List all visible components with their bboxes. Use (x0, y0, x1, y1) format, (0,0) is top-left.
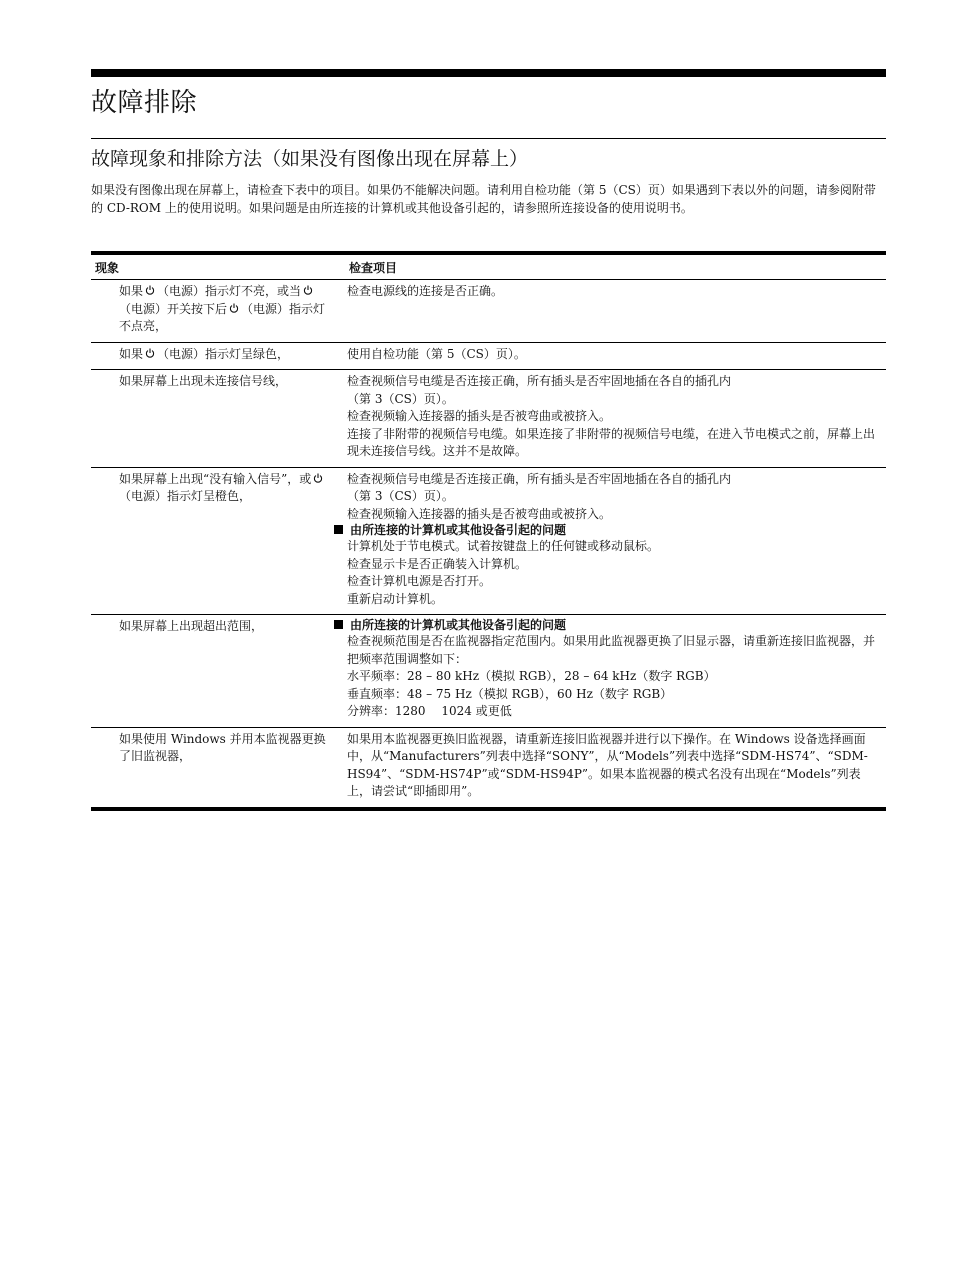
symptom-cell (91, 343, 339, 370)
power-icon (303, 285, 313, 296)
header-check: 检查项目 (349, 260, 398, 275)
table-row (91, 280, 886, 343)
check-item: 检查显示卡是否正确装入计算机。 (347, 556, 528, 571)
table-header (91, 255, 886, 280)
check-item: 检查电源线的连接是否正确。 (347, 284, 504, 298)
note-text: 由所连接的计算机或其他设备引起的问题 (350, 523, 567, 537)
power-icon (229, 303, 239, 314)
check-item: 检查视频信号电缆是否连接正确，所有插头是否牢固地插在各自的插孔内 (347, 471, 732, 486)
symptom-text: 如果屏幕上出现“没有输入信号”，或 (119, 471, 312, 486)
symptom-cell (91, 280, 339, 342)
section-rule (91, 138, 886, 139)
page-title: 故障排除 (91, 88, 198, 118)
check-item: 检查视频输入连接器的插头是否被弯曲或被挤入。 (347, 506, 612, 521)
check-item: 检查计算机电源是否打开。 (347, 574, 492, 588)
check-item: 重新启动计算机。 (347, 591, 444, 606)
square-bullet-icon (334, 620, 343, 629)
symptom-text: 如果 (119, 284, 144, 298)
check-item: （第 3（CS）页）。 (347, 391, 454, 406)
table-row (91, 468, 886, 616)
section-title: 故障现象和排除方法（如果没有图像出现在屏幕上） (91, 148, 529, 170)
symptom-text: 如果 (119, 346, 144, 361)
symptom-text: （电源）指示灯不点亮， (119, 301, 326, 333)
note-heading (334, 618, 878, 633)
title-bar-rule (91, 69, 886, 77)
square-bullet-icon (334, 525, 343, 534)
check-cell (339, 728, 886, 807)
check-item: 水平频率：28 – 80 kHz（模拟 RGB），28 – 64 kHz（数字 RGB） (347, 669, 716, 683)
check-item: 检查视频输入连接器的插头是否被弯曲或被挤入。 (347, 409, 612, 423)
table-row (91, 615, 886, 728)
power-icon (313, 473, 323, 484)
check-cell (339, 343, 886, 370)
header-symptom: 现象 (95, 260, 120, 275)
power-icon (145, 285, 155, 296)
intro-paragraph: 如果没有图像出现在屏幕上，请检查下表中的项目。如果仍不能解决问题。请利用自检功能（第 5（CS）页）如果遇到下表以外的问题，请参阅附带的 CD-ROM 上的使用说明。如果问题是由所连接的计算机或其他设备引起的，请参照所连接设备的使用说明书。 (91, 183, 876, 215)
power-icon (145, 348, 155, 359)
check-item: 垂直频率：48 – 75 Hz（模拟 RGB），60 Hz（数字 RGB） (347, 686, 673, 701)
check-item: 计算机处于节电模式。试着按键盘上的任何键或移动鼠标。 (347, 539, 660, 553)
symptom-text: 如果使用 Windows 并用本监视器更换了旧监视器， (119, 731, 326, 763)
check-item: 连接了非附带的视频信号电缆。如果连接了非附带的视频信号电缆，在进入节电模式之前，屏幕上出现未连接信号线。这并不是故障。 (347, 426, 876, 458)
symptom-cell (91, 728, 339, 807)
symptom-cell (91, 370, 339, 467)
note-heading (334, 523, 878, 538)
check-cell (339, 615, 886, 727)
check-item: （第 3（CS）页）。 (347, 489, 454, 503)
check-item: 分辨率：1280 1024 或更低 (347, 704, 512, 718)
symptom-text: 如果屏幕上出现未连接信号线， (119, 374, 288, 388)
troubleshooting-table (91, 251, 886, 811)
check-cell (339, 370, 886, 467)
symptom-cell (91, 468, 339, 615)
check-item: 如果用本监视器更换旧监视器，请重新连接旧监视器并进行以下操作。在 Windows 设备选择画面中，从“Manufacturers”列表中选择“SONY”，从“Models”列表中选择“SDM-HS74”、“SDM-HS94”、“SDM-HS74P”或“SDM-HS94P”。如果本监视器的模式名没有出现在“Models”列表上，请尝试“即插即用”。 (347, 731, 868, 798)
symptom-text: （电源）开关按下后 (119, 301, 228, 316)
table-bottom-rule (91, 808, 886, 811)
symptom-text: （电源）指示灯不亮，或当 (157, 284, 302, 298)
symptom-cell (91, 615, 339, 727)
check-item: 检查视频范围是否在监视器指定范围内。如果用此监视器更换了旧显示器，请重新连接旧监视器，并把频率范围调整如下： (347, 634, 876, 666)
symptom-text: （电源）指示灯呈橙色， (119, 489, 252, 503)
table-row (91, 370, 886, 468)
check-item: 使用自检功能（第 5（CS）页）。 (347, 346, 526, 361)
symptom-text: 如果屏幕上出现超出范围， (119, 619, 264, 633)
check-item: 检查视频信号电缆是否连接正确，所有插头是否牢固地插在各自的插孔内 (347, 374, 732, 388)
table-row (91, 343, 886, 371)
check-cell (339, 468, 886, 615)
table-row (91, 728, 886, 808)
note-text: 由所连接的计算机或其他设备引起的问题 (350, 618, 567, 632)
check-cell (339, 280, 886, 342)
symptom-text: （电源）指示灯呈绿色， (157, 346, 290, 361)
